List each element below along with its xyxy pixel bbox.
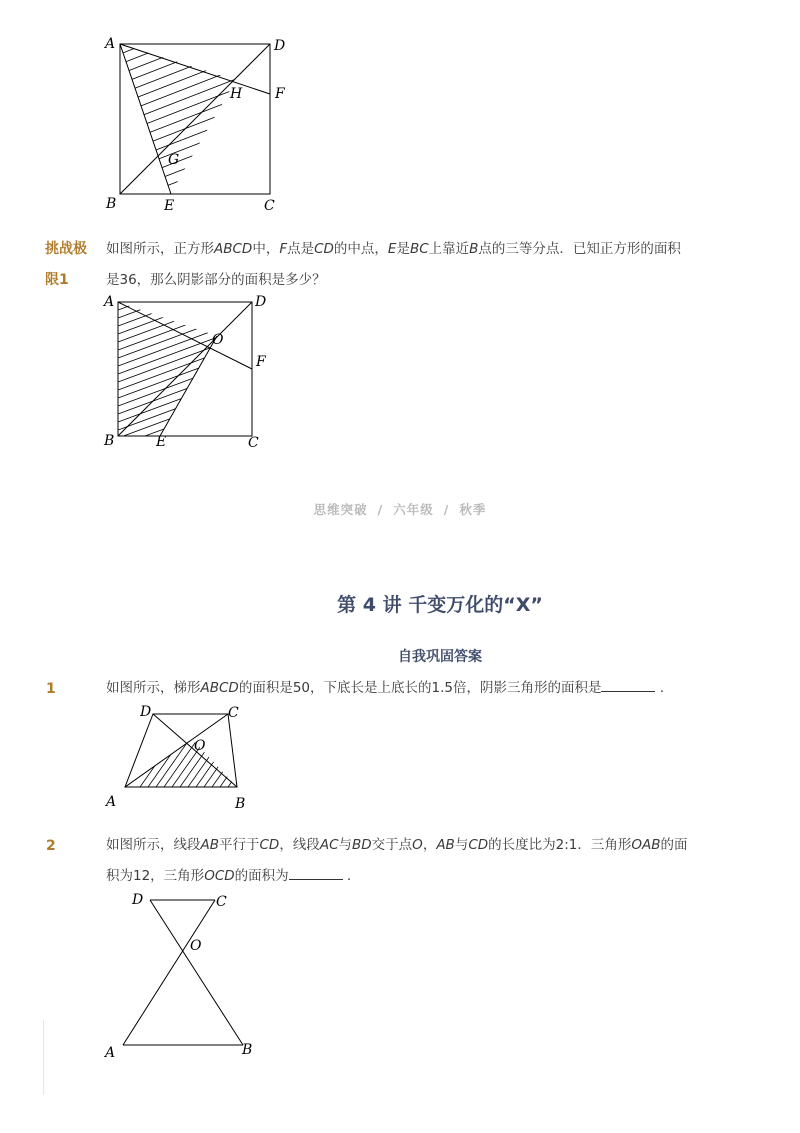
label-h: H: [230, 86, 243, 102]
diagonal-bd: [120, 44, 270, 194]
page-edge-line: [43, 1020, 44, 1095]
segment-bd-4: [150, 900, 243, 1045]
label-e-2: E: [156, 434, 167, 450]
label-b: B: [106, 196, 117, 212]
footer-sep-1: /: [377, 502, 384, 517]
label-o-3: O: [194, 738, 206, 754]
segment-af: [120, 44, 270, 94]
q2-text-line1: 如图所示，线段AB平行于CD，线段AC与BD交于点O，AB与CD的长度比为2:1．三角形OAB的面: [106, 837, 688, 853]
footer-sep-2: /: [443, 502, 450, 517]
label-a-4: A: [105, 1045, 116, 1061]
label-e: E: [164, 198, 175, 214]
figure-1-square-diagram: [100, 34, 300, 224]
label-d-3: D: [140, 704, 152, 720]
label-b-4: B: [242, 1042, 253, 1058]
challenge-text-line1: 如图所示，正方形ABCD中，F点是CD的中点，E是BC上靠近B点的三等分点．已知正方形的面积: [106, 241, 681, 257]
label-b-2: B: [104, 433, 115, 449]
q1-number: 1: [46, 681, 56, 697]
footer-season: 秋季: [459, 502, 487, 517]
lesson-title: 第 4 讲 千变万化的“X”: [337, 594, 543, 616]
label-b-3: B: [235, 796, 246, 812]
challenge-label: [45, 234, 87, 296]
label-o-2: O: [212, 332, 224, 348]
label-d-4: D: [132, 892, 144, 908]
label-d: D: [274, 38, 286, 54]
label-a-2: A: [104, 294, 115, 310]
figure-4-hourglass-diagram: [100, 888, 270, 1068]
hatch-shading: [120, 0, 300, 204]
diagonal-bd-2: [118, 302, 252, 436]
q2-number: 2: [46, 838, 56, 854]
challenge-label-line1: 挑战极: [45, 241, 87, 257]
q1-text: 如图所示，梯形ABCD的面积是50，下底长是上底长的1.5倍，阴影三角形的面积是 .: [106, 680, 665, 696]
challenge-text-line2: 是36，那么阴影部分的面积是多少？: [106, 272, 326, 288]
q2-text-line2: 积为12，三角形OCD的面积为 .: [106, 868, 352, 884]
footer-series: 思维突破: [313, 502, 368, 517]
label-c: C: [264, 198, 275, 214]
label-g: G: [168, 152, 180, 168]
label-d-2: D: [255, 294, 267, 310]
challenge-label-line2: 限1: [45, 272, 69, 288]
segment-ae: [120, 44, 171, 194]
label-f-2: F: [256, 354, 266, 370]
label-c-4: C: [216, 894, 227, 910]
section-title: 自我巩固答案: [398, 649, 482, 665]
q2-answer-blank[interactable]: [289, 867, 343, 880]
label-o-4: O: [190, 938, 202, 954]
challenge-text: [106, 234, 766, 296]
footer-grade: 六年级: [393, 502, 434, 517]
label-c-3: C: [228, 705, 239, 721]
label-a-3: A: [106, 794, 117, 810]
label-c-2: C: [248, 435, 259, 451]
q1-answer-blank[interactable]: [601, 679, 655, 692]
label-f: F: [275, 86, 285, 102]
figure-2-square-diagram: [100, 292, 280, 457]
q2-text: [106, 830, 766, 892]
segment-ac-4: [123, 900, 215, 1045]
trapezoid-outline: [125, 714, 237, 787]
label-a: A: [105, 36, 116, 52]
page-footer: [0, 500, 800, 518]
figure-3-trapezoid-diagram: [100, 700, 260, 815]
hatch-shading-3: [140, 730, 276, 787]
diagonal-ac: [125, 714, 228, 787]
